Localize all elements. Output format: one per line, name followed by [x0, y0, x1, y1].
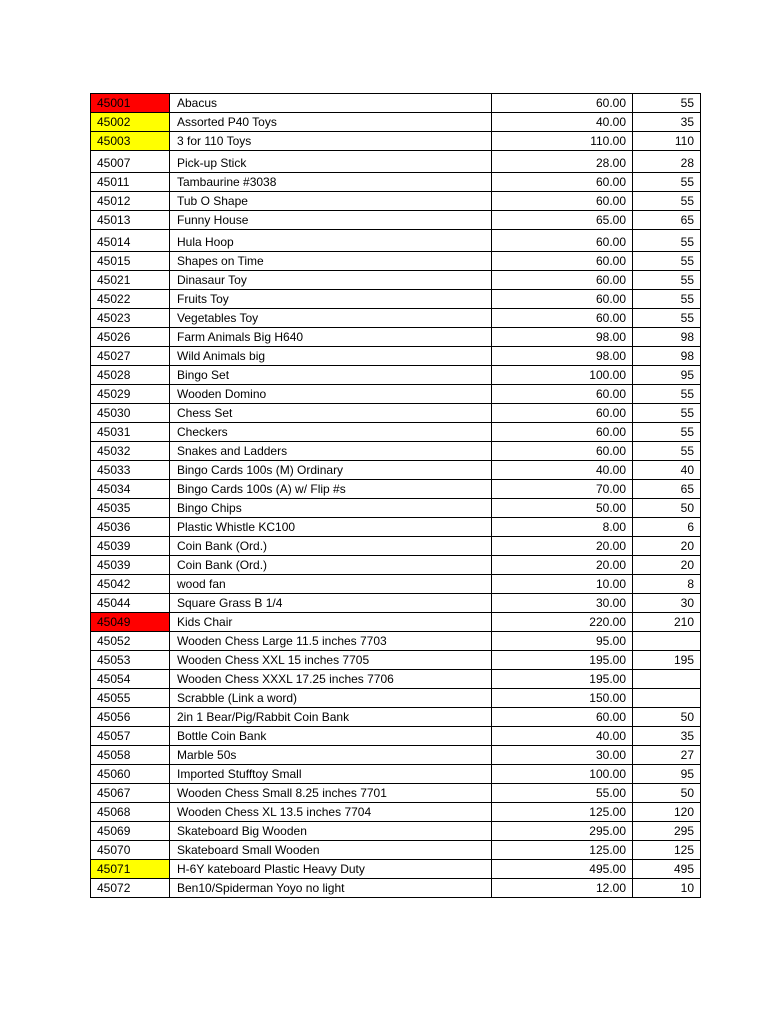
item-name-cell: H-6Y kateboard Plastic Heavy Duty	[170, 860, 492, 879]
price-cell: 60.00	[492, 173, 633, 192]
item-name-cell: 2in 1 Bear/Pig/Rabbit Coin Bank	[170, 708, 492, 727]
table-row	[91, 192, 701, 211]
table-row	[91, 841, 701, 860]
item-code-cell: 45039	[91, 537, 170, 556]
item-code-cell: 45049	[91, 613, 170, 632]
price-cell: 60.00	[492, 252, 633, 271]
table-row	[91, 689, 701, 708]
quantity-cell: 55	[633, 404, 701, 423]
price-cell: 20.00	[492, 556, 633, 575]
price-cell: 100.00	[492, 366, 633, 385]
price-cell: 60.00	[492, 94, 633, 113]
price-cell: 40.00	[492, 727, 633, 746]
table-row	[91, 252, 701, 271]
item-code-cell: 45044	[91, 594, 170, 613]
item-code-cell: 45022	[91, 290, 170, 309]
item-code-cell: 45035	[91, 499, 170, 518]
price-cell: 8.00	[492, 518, 633, 537]
item-name-cell: Marble 50s	[170, 746, 492, 765]
price-cell: 60.00	[492, 442, 633, 461]
item-name-cell: Wild Animals big	[170, 347, 492, 366]
price-cell: 40.00	[492, 461, 633, 480]
quantity-cell: 55	[633, 442, 701, 461]
item-code-cell: 45033	[91, 461, 170, 480]
item-name-cell: Wooden Chess XXXL 17.25 inches 7706	[170, 670, 492, 689]
table-row	[91, 575, 701, 594]
item-name-cell: Dinasaur Toy	[170, 271, 492, 290]
quantity-cell: 55	[633, 423, 701, 442]
quantity-cell: 27	[633, 746, 701, 765]
item-name-cell: Assorted P40 Toys	[170, 113, 492, 132]
quantity-cell: 95	[633, 366, 701, 385]
item-code-cell: 45028	[91, 366, 170, 385]
item-code-cell: 45058	[91, 746, 170, 765]
table-row	[91, 765, 701, 784]
price-cell: 125.00	[492, 841, 633, 860]
price-cell: 150.00	[492, 689, 633, 708]
price-cell: 60.00	[492, 290, 633, 309]
price-cell: 20.00	[492, 537, 633, 556]
price-cell: 60.00	[492, 708, 633, 727]
item-code-cell: 45026	[91, 328, 170, 347]
quantity-cell: 55	[633, 252, 701, 271]
item-code-cell: 45012	[91, 192, 170, 211]
item-code-cell: 45072	[91, 879, 170, 898]
item-name-cell: Plastic Whistle KC100	[170, 518, 492, 537]
item-name-cell: Wooden Domino	[170, 385, 492, 404]
price-cell: 55.00	[492, 784, 633, 803]
item-name-cell: 3 for 110 Toys	[170, 132, 492, 151]
price-cell: 60.00	[492, 385, 633, 404]
quantity-cell: 35	[633, 727, 701, 746]
table-row	[91, 537, 701, 556]
table-row	[91, 499, 701, 518]
item-code-cell: 45030	[91, 404, 170, 423]
quantity-cell: 65	[633, 211, 701, 230]
price-cell: 495.00	[492, 860, 633, 879]
item-code-cell: 45015	[91, 252, 170, 271]
price-cell: 60.00	[492, 404, 633, 423]
item-code-cell: 45002	[91, 113, 170, 132]
table-row	[91, 151, 701, 173]
table-row	[91, 94, 701, 113]
quantity-cell	[633, 670, 701, 689]
item-code-cell: 45034	[91, 480, 170, 499]
table-row	[91, 651, 701, 670]
quantity-cell: 20	[633, 537, 701, 556]
price-cell: 12.00	[492, 879, 633, 898]
table-row	[91, 879, 701, 898]
quantity-cell: 55	[633, 309, 701, 328]
quantity-cell: 40	[633, 461, 701, 480]
item-code-cell: 45027	[91, 347, 170, 366]
quantity-cell: 55	[633, 94, 701, 113]
quantity-cell: 98	[633, 328, 701, 347]
item-name-cell: Wooden Chess Large 11.5 inches 7703	[170, 632, 492, 651]
item-name-cell: Bingo Cards 100s (A) w/ Flip #s	[170, 480, 492, 499]
item-code-cell: 45054	[91, 670, 170, 689]
item-name-cell: Coin Bank (Ord.)	[170, 537, 492, 556]
table-row	[91, 822, 701, 841]
table-row	[91, 860, 701, 879]
quantity-cell: 55	[633, 192, 701, 211]
item-name-cell: Funny House	[170, 211, 492, 230]
price-cell: 110.00	[492, 132, 633, 151]
item-name-cell: Chess Set	[170, 404, 492, 423]
price-cell: 28.00	[492, 151, 633, 173]
quantity-cell: 55	[633, 385, 701, 404]
quantity-cell: 50	[633, 708, 701, 727]
item-code-cell: 45070	[91, 841, 170, 860]
item-name-cell: Hula Hoop	[170, 230, 492, 252]
price-cell: 60.00	[492, 423, 633, 442]
table-row	[91, 385, 701, 404]
price-cell: 95.00	[492, 632, 633, 651]
item-code-cell: 45032	[91, 442, 170, 461]
price-cell: 60.00	[492, 309, 633, 328]
price-cell: 60.00	[492, 192, 633, 211]
item-code-cell: 45071	[91, 860, 170, 879]
quantity-cell: 50	[633, 784, 701, 803]
item-code-cell: 45003	[91, 132, 170, 151]
quantity-cell: 210	[633, 613, 701, 632]
item-code-cell: 45036	[91, 518, 170, 537]
quantity-cell: 98	[633, 347, 701, 366]
item-name-cell: Abacus	[170, 94, 492, 113]
quantity-cell: 28	[633, 151, 701, 173]
quantity-cell: 65	[633, 480, 701, 499]
quantity-cell	[633, 689, 701, 708]
quantity-cell: 10	[633, 879, 701, 898]
quantity-cell: 55	[633, 271, 701, 290]
item-name-cell: Shapes on Time	[170, 252, 492, 271]
item-code-cell: 45023	[91, 309, 170, 328]
table-row	[91, 480, 701, 499]
item-code-cell: 45031	[91, 423, 170, 442]
item-name-cell: Bingo Cards 100s (M) Ordinary	[170, 461, 492, 480]
table-row	[91, 461, 701, 480]
item-code-cell: 45052	[91, 632, 170, 651]
item-name-cell: Tub O Shape	[170, 192, 492, 211]
quantity-cell: 8	[633, 575, 701, 594]
quantity-cell: 495	[633, 860, 701, 879]
price-cell: 30.00	[492, 594, 633, 613]
item-code-cell: 45007	[91, 151, 170, 173]
quantity-cell: 6	[633, 518, 701, 537]
item-code-cell: 45069	[91, 822, 170, 841]
price-cell: 98.00	[492, 328, 633, 347]
quantity-cell: 20	[633, 556, 701, 575]
table-row	[91, 309, 701, 328]
item-name-cell: Skateboard Big Wooden	[170, 822, 492, 841]
item-name-cell: Fruits Toy	[170, 290, 492, 309]
quantity-cell: 125	[633, 841, 701, 860]
table-row	[91, 366, 701, 385]
item-name-cell: Wooden Chess XL 13.5 inches 7704	[170, 803, 492, 822]
table-row	[91, 211, 701, 230]
item-name-cell: Ben10/Spiderman Yoyo no light	[170, 879, 492, 898]
item-name-cell: Wooden Chess XXL 15 inches 7705	[170, 651, 492, 670]
table-row	[91, 784, 701, 803]
item-name-cell: Bingo Chips	[170, 499, 492, 518]
table-row	[91, 290, 701, 309]
item-name-cell: Kids Chair	[170, 613, 492, 632]
item-name-cell: wood fan	[170, 575, 492, 594]
price-cell: 70.00	[492, 480, 633, 499]
item-code-cell: 45056	[91, 708, 170, 727]
table-row	[91, 556, 701, 575]
quantity-cell: 50	[633, 499, 701, 518]
price-cell: 295.00	[492, 822, 633, 841]
item-name-cell: Pick-up Stick	[170, 151, 492, 173]
item-code-cell: 45014	[91, 230, 170, 252]
item-code-cell: 45011	[91, 173, 170, 192]
item-code-cell: 45053	[91, 651, 170, 670]
quantity-cell: 120	[633, 803, 701, 822]
table-row	[91, 594, 701, 613]
table-row	[91, 708, 701, 727]
price-cell: 220.00	[492, 613, 633, 632]
quantity-cell	[633, 632, 701, 651]
quantity-cell: 55	[633, 290, 701, 309]
item-code-cell: 45013	[91, 211, 170, 230]
quantity-cell: 295	[633, 822, 701, 841]
table-row	[91, 746, 701, 765]
item-code-cell: 45039	[91, 556, 170, 575]
item-name-cell: Square Grass B 1/4	[170, 594, 492, 613]
item-name-cell: Bingo Set	[170, 366, 492, 385]
table-row	[91, 423, 701, 442]
price-cell: 125.00	[492, 803, 633, 822]
quantity-cell: 195	[633, 651, 701, 670]
price-cell: 40.00	[492, 113, 633, 132]
table-row	[91, 632, 701, 651]
item-name-cell: Tambaurine #3038	[170, 173, 492, 192]
price-cell: 195.00	[492, 670, 633, 689]
price-cell: 100.00	[492, 765, 633, 784]
quantity-cell: 95	[633, 765, 701, 784]
table-row	[91, 173, 701, 192]
price-cell: 98.00	[492, 347, 633, 366]
price-list-body	[91, 94, 701, 898]
price-cell: 65.00	[492, 211, 633, 230]
item-code-cell: 45067	[91, 784, 170, 803]
table-row	[91, 404, 701, 423]
table-row	[91, 727, 701, 746]
table-row	[91, 803, 701, 822]
item-name-cell: Scrabble (Link a word)	[170, 689, 492, 708]
item-name-cell: Checkers	[170, 423, 492, 442]
table-row	[91, 113, 701, 132]
item-code-cell: 45055	[91, 689, 170, 708]
price-cell: 50.00	[492, 499, 633, 518]
item-name-cell: Coin Bank (Ord.)	[170, 556, 492, 575]
item-code-cell: 45029	[91, 385, 170, 404]
item-name-cell: Wooden Chess Small 8.25 inches 7701	[170, 784, 492, 803]
table-row	[91, 230, 701, 252]
quantity-cell: 35	[633, 113, 701, 132]
price-cell: 195.00	[492, 651, 633, 670]
table-row	[91, 328, 701, 347]
table-row	[91, 518, 701, 537]
item-name-cell: Bottle Coin Bank	[170, 727, 492, 746]
price-list-table	[90, 93, 701, 898]
item-name-cell: Skateboard Small Wooden	[170, 841, 492, 860]
item-name-cell: Imported Stufftoy Small	[170, 765, 492, 784]
item-code-cell: 45001	[91, 94, 170, 113]
item-name-cell: Farm Animals Big H640	[170, 328, 492, 347]
price-cell: 60.00	[492, 271, 633, 290]
quantity-cell: 30	[633, 594, 701, 613]
table-row	[91, 670, 701, 689]
price-cell: 60.00	[492, 230, 633, 252]
item-code-cell: 45021	[91, 271, 170, 290]
table-row	[91, 132, 701, 151]
item-name-cell: Vegetables Toy	[170, 309, 492, 328]
item-code-cell: 45068	[91, 803, 170, 822]
item-code-cell: 45042	[91, 575, 170, 594]
quantity-cell: 110	[633, 132, 701, 151]
item-code-cell: 45060	[91, 765, 170, 784]
item-code-cell: 45057	[91, 727, 170, 746]
price-cell: 30.00	[492, 746, 633, 765]
table-row	[91, 271, 701, 290]
item-name-cell: Snakes and Ladders	[170, 442, 492, 461]
table-row	[91, 613, 701, 632]
price-cell: 10.00	[492, 575, 633, 594]
quantity-cell: 55	[633, 173, 701, 192]
quantity-cell: 55	[633, 230, 701, 252]
price-list-sheet	[90, 93, 700, 898]
table-row	[91, 347, 701, 366]
table-row	[91, 442, 701, 461]
